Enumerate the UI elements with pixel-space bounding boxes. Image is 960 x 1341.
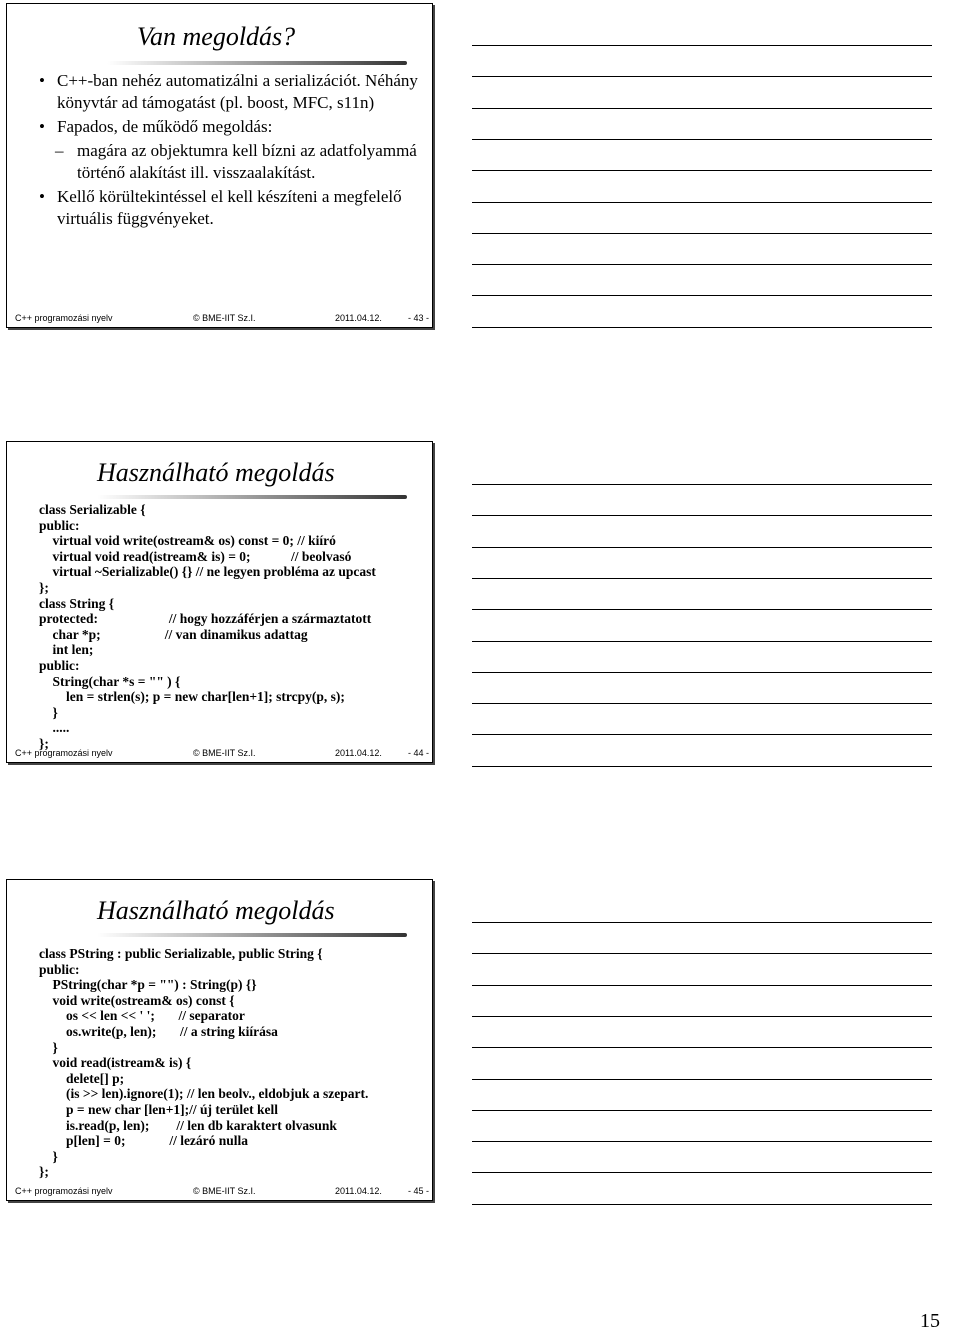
note-line <box>472 515 932 516</box>
code-block: class Serializable { public: virtual void write(ostream& os) const = 0; // kiíró virtual void read(istream& is) = 0; // beolvasó virtual ~Serializable() {} // ne legyen probléma az upcast }; class String { protected: // hogy hozzáférjen a származtatott char *p; // van dinamikus adattag int len; public: String(char *s = "" ) { len = strlen(s); p = new char[len+1]; strcpy(p, s); } ..... }; <box>39 502 376 751</box>
slide-title: Használható megoldás <box>97 896 335 925</box>
note-line <box>472 641 932 642</box>
note-line <box>472 609 932 610</box>
bullet-text: Fapados, de működő megoldás: <box>57 117 273 136</box>
footer-course: C++ programozási nyelv <box>15 748 113 758</box>
sub-bullet-item <box>35 140 425 184</box>
slide-footer <box>15 746 430 760</box>
bullet-text: magára az objektumra kell bízni az adatfolyammá történő alakítást ill. visszaalakítást. <box>77 141 417 182</box>
footer-course: C++ programozási nyelv <box>15 1186 113 1196</box>
slide-footer <box>15 1184 430 1198</box>
note-line <box>472 703 932 704</box>
bullet-item <box>35 186 425 230</box>
footer-date: 2011.04.12. <box>335 748 382 758</box>
slide-number: - 43 - <box>408 313 430 323</box>
footer-copyright: © BME-IIT Sz.I. <box>193 313 256 323</box>
title-underline <box>97 933 407 937</box>
footer-date: 2011.04.12. <box>335 1186 382 1196</box>
slide-number: - 45 - <box>408 1186 430 1196</box>
note-line <box>472 1141 932 1142</box>
slide-44 <box>6 441 433 763</box>
note-line <box>472 327 932 328</box>
bullet-text: Kellő körültekintéssel el kell készíteni a megfelelő virtuális függvényeket. <box>57 187 402 228</box>
note-line <box>472 45 932 46</box>
note-line <box>472 578 932 579</box>
slide-43 <box>6 3 433 328</box>
bullet-item <box>35 70 425 114</box>
bullet-list <box>35 70 425 232</box>
note-line <box>472 1016 932 1017</box>
note-line <box>472 264 932 265</box>
note-line <box>472 1172 932 1173</box>
bullet-text: C++-ban nehéz automatizálni a serializációt. Néhány könyvtár ad támogatást (pl. boost, MFC, s11n) <box>57 71 418 112</box>
slide-title: Van megoldás? <box>137 22 296 51</box>
note-line <box>472 108 932 109</box>
note-line <box>472 202 932 203</box>
note-line <box>472 985 932 986</box>
note-line <box>472 766 932 767</box>
slide-45 <box>6 879 433 1201</box>
page-number: 15 <box>920 1310 940 1332</box>
title-underline <box>97 495 407 499</box>
note-line <box>472 1204 932 1205</box>
note-line <box>472 170 932 171</box>
footer-course: C++ programozási nyelv <box>15 313 113 323</box>
dash-icon: – <box>55 141 64 160</box>
note-line <box>472 1079 932 1080</box>
slide-footer <box>15 311 430 325</box>
bullet-item <box>35 116 425 138</box>
title-underline <box>107 61 407 65</box>
note-line <box>472 1047 932 1048</box>
footer-copyright: © BME-IIT Sz.I. <box>193 748 256 758</box>
note-line <box>472 922 932 923</box>
note-line <box>472 953 932 954</box>
code-block: class PString : public Serializable, public String { public: PString(char *p = "") : String(p) {} void write(ostream& os) const { os << len << ' '; // separator os.write(p, len); // a string kiírása } void read(istream& is) { delete[] p; (is >> len).ignore(1); // len beolv., eldobjuk a szepart. p = new char [len+1];// új terület kell is.read(p, len); // len db karaktert olvasunk p[len] = 0; // lezáró nulla } }; <box>39 946 369 1180</box>
note-line <box>472 295 932 296</box>
slide-number: - 44 - <box>408 748 430 758</box>
note-line <box>472 734 932 735</box>
footer-date: 2011.04.12. <box>335 313 382 323</box>
bullet-icon: • <box>39 187 45 206</box>
note-line <box>472 484 932 485</box>
slide-title: Használható megoldás <box>97 458 335 487</box>
note-line <box>472 139 932 140</box>
note-line <box>472 76 932 77</box>
note-line <box>472 233 932 234</box>
footer-copyright: © BME-IIT Sz.I. <box>193 1186 256 1196</box>
note-line <box>472 547 932 548</box>
bullet-icon: • <box>39 117 45 136</box>
note-line <box>472 672 932 673</box>
bullet-icon: • <box>39 71 45 90</box>
note-line <box>472 1110 932 1111</box>
